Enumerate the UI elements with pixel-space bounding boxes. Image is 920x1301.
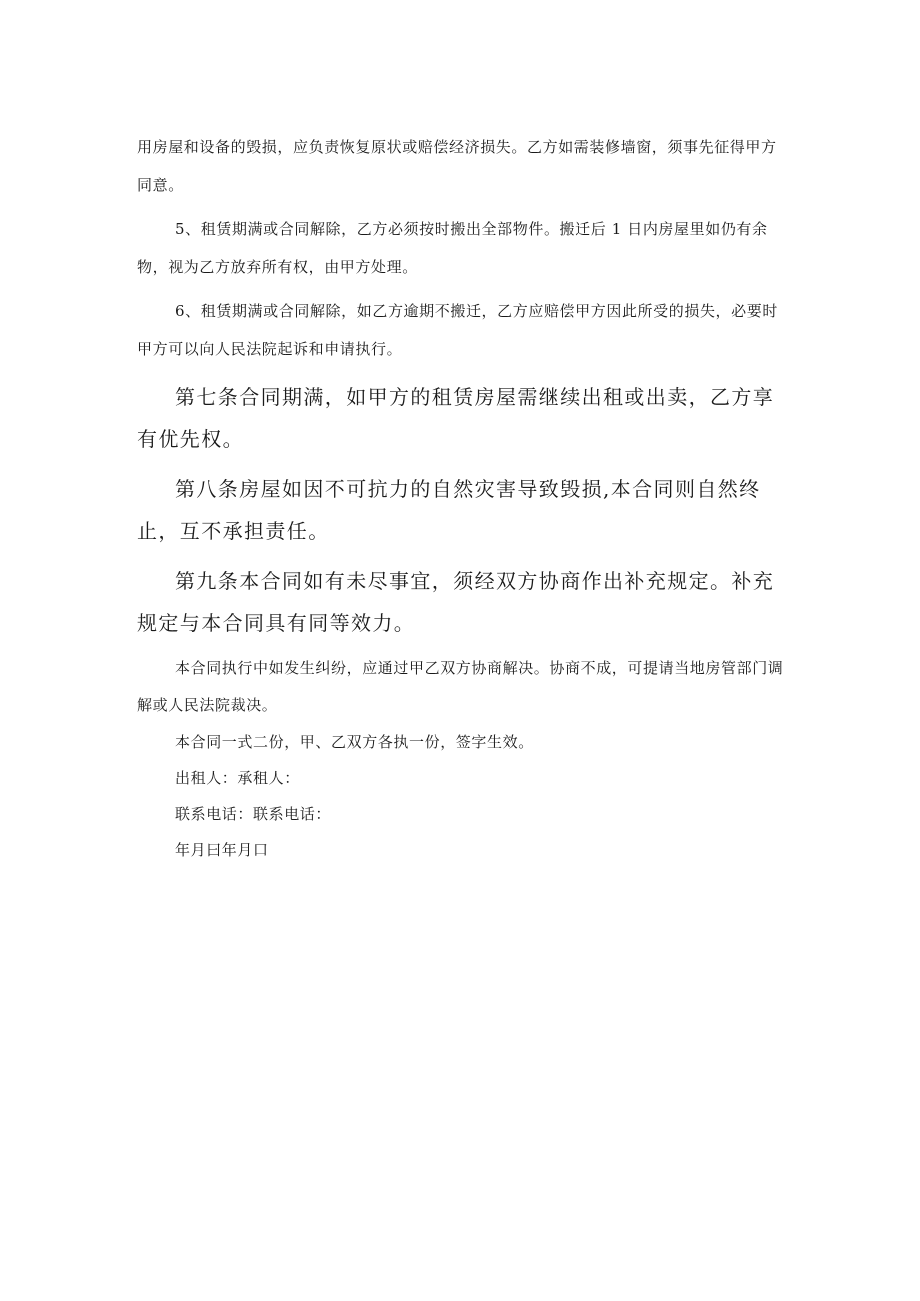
dispute-resolution-clause: 本合同执行中如发生纠纷，应通过甲乙双方协商解决。协商不成，可提请当地房管部门调解或人民法院裁决。 [137,659,784,714]
clause-item-5: 5、租赁期满或合同解除，乙方必须按时搬出全部物件。搬迁后 1 日内房屋里如仍有余物，视为乙方放弃所有权，由甲方处理。 [137,220,768,276]
date-line: 年月曰年月口 [175,841,269,859]
article-7: 第七条合同期满，如甲方的租赁房屋需继续出租或出卖，乙方享有优先权。 [137,385,775,451]
contact-phone-line: 联系电话：联系电话： [175,805,332,823]
article-8: 第八条房屋如因不可抗力的自然灾害导致毁损,本合同则自然终止，互不承担责任。 [137,477,761,543]
clause-item-6: 6、租赁期满或合同解除，如乙方逾期不搬迁，乙方应赔偿甲方因此所受的损失，必要时甲方可以向人民法院起诉和申请执行。 [137,302,778,358]
signature-parties-line: 出租人：承租人： [175,769,300,787]
document-body [137,128,787,868]
article-9: 第九条本合同如有未尽事宜，须经双方协商作出补充规定。补充规定与本合同具有同等效力。 [137,569,775,635]
copies-clause: 本合同一式二份，甲、乙双方各执一份，签字生效。 [175,733,534,751]
clause-text-damage: 用房屋和设备的毁损，应负责恢复原状或赔偿经济损失。乙方如需装修墙窗，须事先征得甲方同意。 [137,138,777,194]
